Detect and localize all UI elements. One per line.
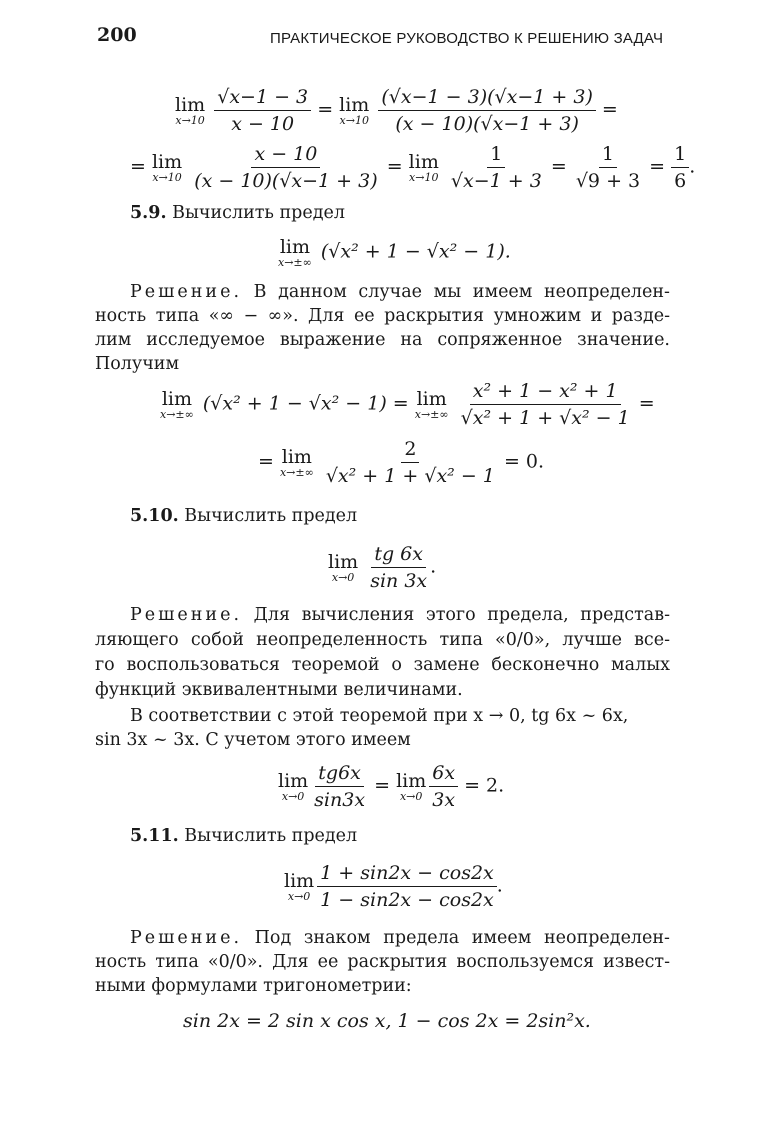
solution-5-9-eq2 xyxy=(258,438,544,487)
solution-5-11-line2 xyxy=(95,952,670,972)
fraction xyxy=(323,438,498,487)
limit-expression: (√x² + 1 − √x² − 1) xyxy=(202,392,387,415)
fraction xyxy=(378,86,596,135)
solution-text: sin 3x ~ 3x. С учетом этого имеем xyxy=(95,730,411,750)
solution-5-10-line4 xyxy=(95,680,463,700)
lim-subscript: x→10 xyxy=(175,114,205,127)
numerator: 2 xyxy=(401,438,419,463)
lim-operator: lim xyxy=(161,388,192,410)
problem-number: 5.11. xyxy=(130,826,179,846)
solution-5-10-line6 xyxy=(95,730,411,750)
lim-subscript: x→±∞ xyxy=(414,408,449,421)
lim-subscript: x→±∞ xyxy=(278,256,312,269)
lim-operator: lim xyxy=(396,770,427,792)
lim-subscript: x→10 xyxy=(409,171,439,184)
numerator: x² + 1 − x² + 1 xyxy=(470,380,621,405)
lim-operator: lim xyxy=(284,870,315,892)
equation-5-8-line1 xyxy=(175,86,618,135)
denominator: 1 − sin2x − cos2x xyxy=(320,889,494,911)
solution-text: В соответствии с этой теоремой при x → 0, tg 6x ~ 6x, xyxy=(130,706,629,726)
lim-subscript: x→0 xyxy=(287,890,311,903)
denominator: (x − 10)(√x−1 + 3) xyxy=(395,113,579,135)
lim-subscript: x→±∞ xyxy=(160,408,194,421)
lim-subscript: x→10 xyxy=(339,114,369,127)
numerator: √x−1 − 3 xyxy=(214,86,311,111)
problem-5-11-expression xyxy=(284,862,503,911)
denominator: 3x xyxy=(432,789,456,811)
fraction xyxy=(311,762,368,811)
numerator: 6x xyxy=(429,762,458,787)
fraction xyxy=(317,862,497,911)
solution-text: Получим xyxy=(95,354,180,374)
solution-text: го воспользоваться теоремой о замене бесконечно малых xyxy=(95,655,670,675)
fraction xyxy=(448,143,545,192)
numerator: 1 + sin2x − cos2x xyxy=(317,862,497,887)
solution-5-9-line1 xyxy=(95,282,670,302)
problem-5-11-heading xyxy=(130,828,357,846)
solution-5-9-line4 xyxy=(95,354,179,374)
lim-operator: lim xyxy=(278,770,309,792)
fraction xyxy=(367,543,430,592)
denominator: (x − 10)(√x−1 + 3) xyxy=(194,170,378,192)
lim-operator: lim xyxy=(339,94,370,116)
equals-sign: = xyxy=(130,155,146,178)
numerator: 1 xyxy=(671,143,689,168)
equation-5-8-line2 xyxy=(130,143,695,192)
solution-5-10-line5 xyxy=(130,706,628,726)
numerator: x − 10 xyxy=(251,143,320,168)
solution-5-10-line3 xyxy=(95,655,670,675)
problem-5-10-heading xyxy=(130,508,357,526)
equals-sign: = xyxy=(550,155,567,178)
lim-operator: lim xyxy=(416,388,447,410)
equals-sign: = xyxy=(386,155,403,178)
solution-label: Решение. xyxy=(130,605,243,625)
lim-operator: lim xyxy=(279,236,310,258)
lim-operator: lim xyxy=(328,551,359,573)
solution-text: ность типа «∞ − ∞». Для ее раскрытия умножим и разде- xyxy=(95,306,670,326)
solution-5-9-line3 xyxy=(95,330,670,350)
solution-5-10-eq xyxy=(278,762,504,811)
solution-text: ность типа «0/0». Для ее раскрытия воспользуемся извест- xyxy=(95,952,670,972)
problem-statement: Вычислить предел xyxy=(184,826,358,846)
running-title: ПРАКТИЧЕСКОЕ РУКОВОДСТВО К РЕШЕНИЮ ЗАДАЧ xyxy=(270,30,664,47)
equals-sign: = xyxy=(317,98,334,121)
solution-5-11-line1 xyxy=(95,928,670,948)
numerator: tg6x xyxy=(315,762,364,787)
numerator: 1 xyxy=(487,143,505,168)
solution-text: функций эквивалентными величинами. xyxy=(95,680,463,700)
equals-sign: = xyxy=(649,155,666,178)
numerator: (√x−1 − 3)(√x−1 + 3) xyxy=(378,86,596,111)
equals-sign: = xyxy=(374,774,391,797)
solution-5-9-line2 xyxy=(95,306,670,326)
problem-number: 5.9. xyxy=(130,203,167,223)
solution-5-10-line2 xyxy=(95,630,670,650)
equals-sign: = xyxy=(601,98,618,121)
denominator: sin 3x xyxy=(370,570,428,592)
period: . xyxy=(430,555,437,578)
problem-statement: Вычислить предел xyxy=(184,506,358,526)
solution-5-10-line1 xyxy=(95,605,670,625)
fraction xyxy=(458,380,633,429)
solution-text: В данном случае мы имеем неопределен- xyxy=(253,282,670,302)
lim-operator: lim xyxy=(175,94,206,116)
formula: sin 2x = 2 sin x cos x, 1 − cos 2x = 2sin²x. xyxy=(183,1010,591,1032)
denominator: sin3x xyxy=(314,789,366,811)
solution-text: Для вычисления этого предела, представ- xyxy=(253,605,670,625)
denominator: √x² + 1 + √x² − 1 xyxy=(460,407,630,429)
solution-text: Под знаком предела имеем неопределен- xyxy=(254,928,670,948)
lim-subscript: x→±∞ xyxy=(279,466,314,479)
fraction xyxy=(429,762,458,811)
page-number: 200 xyxy=(97,24,137,46)
lim-subscript: x→0 xyxy=(399,790,423,803)
problem-5-9-expression xyxy=(278,236,511,269)
lim-subscript: x→0 xyxy=(331,571,355,584)
result: = 0. xyxy=(503,450,545,473)
numerator: tg 6x xyxy=(371,543,426,568)
limit-expression: (√x² + 1 − √x² − 1). xyxy=(320,240,511,263)
denominator: √x−1 + 3 xyxy=(450,170,542,192)
problem-5-9-heading xyxy=(130,205,345,223)
solution-5-9-eq1 xyxy=(160,380,655,429)
solution-text: лим исследуемое выражение на сопряженное значение. xyxy=(95,330,670,350)
solution-5-11-line3 xyxy=(95,976,412,996)
denominator: x − 10 xyxy=(231,113,295,135)
numerator: 1 xyxy=(599,143,617,168)
fraction xyxy=(671,143,689,192)
equals-sign: = xyxy=(638,392,655,415)
solution-text: ляющего собой неопределенность типа «0/0», лучше все- xyxy=(95,630,670,650)
result: = 2. xyxy=(464,774,505,797)
solution-text: ными формулами тригонометрии: xyxy=(95,976,412,996)
lim-operator: lim xyxy=(408,151,439,173)
equals-sign: = xyxy=(258,450,274,473)
lim-operator: lim xyxy=(151,151,183,173)
solution-label: Решение. xyxy=(130,282,243,302)
lim-operator: lim xyxy=(281,446,312,468)
denominator: √x² + 1 + √x² − 1 xyxy=(325,465,495,487)
period: . xyxy=(496,874,503,897)
solution-label: Решение. xyxy=(130,928,243,948)
lim-subscript: x→10 xyxy=(152,171,182,184)
period: . xyxy=(689,155,696,178)
fraction xyxy=(214,86,311,135)
problem-number: 5.10. xyxy=(130,506,179,526)
denominator: 6 xyxy=(674,170,687,192)
problem-5-10-expression xyxy=(328,543,436,592)
fraction xyxy=(191,143,380,192)
problem-statement: Вычислить предел xyxy=(172,203,345,223)
denominator: √9 + 3 xyxy=(575,170,641,192)
lim-subscript: x→0 xyxy=(281,790,305,803)
fraction xyxy=(573,143,643,192)
equals-sign: = xyxy=(392,392,409,415)
trig-formulas xyxy=(183,1010,591,1032)
